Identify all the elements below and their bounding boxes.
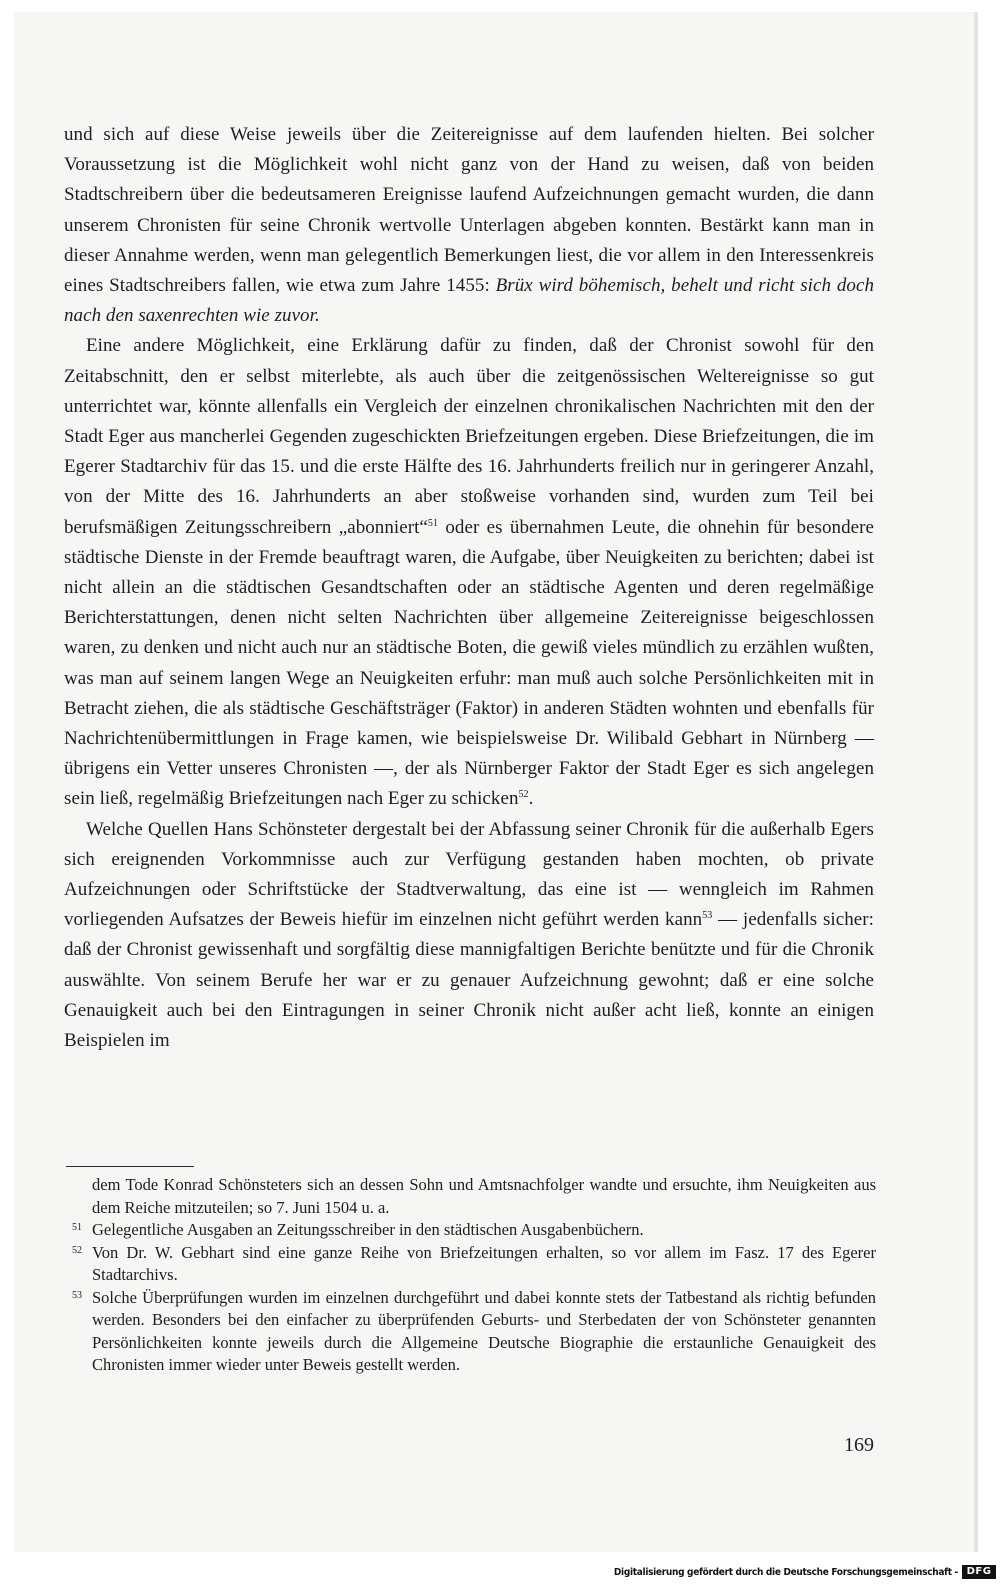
footnote-number: 52 xyxy=(72,1244,82,1256)
footnote-number: 53 xyxy=(72,1289,82,1301)
footnote-text: Solche Überprüfungen wurden im einzelnen durchgeführt und dabei konnte stets der Tatbestand als richtig befunden werden. Besonders bei den einfacher zu überprüfenden Geburts- und Sterbedaten der von Schönsteter genannten Persönlichkeiten konnte jeweils durch die Allgemeine Deutsche Biographie die erstaunliche Genauigkeit des Chronisten immer wieder unter Beweis gestellt werden. xyxy=(92,1287,876,1374)
body-paragraph xyxy=(64,331,874,814)
paragraph-text: Welche Quellen Hans Schönsteter dergestalt bei der Abfassung seiner Chronik für die außerhalb Egers sich ereignenden Vorkommnisse auch zur Verfügung gestanden haben mochten, ob private Aufzeichnungen oder Schriftstücke der Stadtverwaltung, das eine ist — wenngleich im Rahmen vorliegenden Aufsatzes der Beweis hiefür im einzelnen nicht geführt werden kann xyxy=(64,818,874,931)
digitization-credit: Digitalisierung gefördert durch die Deutsche Forschungsgemeinschaft - xyxy=(613,1567,958,1578)
body-paragraph xyxy=(64,815,874,1057)
footnote-reference: 53 xyxy=(702,910,713,922)
footnote xyxy=(72,1219,876,1242)
footnote-reference: 51 xyxy=(427,517,439,529)
footnote-text: Gelegentliche Ausgaben an Zeitungsschreiber in den städtischen Ausgabenbüchern. xyxy=(92,1220,644,1239)
footnote-divider xyxy=(66,1166,194,1167)
footnote-reference: 52 xyxy=(518,789,529,801)
paragraph-text: und sich auf diese Weise jeweils über die Zeitereignisse auf dem laufenden hielten. Bei solcher Voraussetzung ist die Möglichkeit wohl nicht ganz von der Hand zu weisen, daß von beiden Stadtschreibern über die bedeutsameren Ereignisse laufend Aufzeichnungen gemacht wurden, die dann unserem Chronisten für seine Chronik wertvolle Unterlagen abgeben konnten. Bestärkt kann man in dieser Annahme werden, wenn man gelegentlich Bemerkungen liest, die vor allem in den Interessenkreis eines Stadtschreibers fallen, wie etwa zum Jahre 1455: xyxy=(64,124,874,297)
footnote xyxy=(72,1287,876,1377)
body-text xyxy=(64,120,874,1056)
footnote-number: 51 xyxy=(72,1222,82,1233)
footnote xyxy=(72,1242,876,1287)
footnote-text: Von Dr. W. Gebhart sind eine ganze Reihe von Briefzeitungen erhalten, so vor allem im Fasz. 17 des Egerer Stadtarchivs. xyxy=(92,1242,876,1284)
paragraph-text: oder es übernahmen Leute, die ohnehin für besondere städtische Dienste in der Fremde beauftragt waren, die Aufgabe, über Neuigkeiten zu berichten; dabei ist nicht allein an die städtischen Gesandtschaften oder an städtische Agenten und deren regelmäßige Berichterstattungen, denen nicht selten Nachrichten über allgemeine Zeitereignisse beigeschlossen waren, zu denken und nicht auch nur an städtische Boten, die gewiß vieles mündlich zu erzählen wußten, was man auf seinem langen Wege an Neuigkeiten erfuhr: man muß auch solche Persönlichkeiten mit in Betracht ziehen, die als städtische Geschäftsträger (Faktor) in anderen Städten wohnten und ebenfalls für Nachrichtenübermittlungen in Frage kamen, wie beispielsweise Dr. Wilibald Gebhart in Nürnberg — übrigens ein Vetter unseres Chronisten —, der als Nürnberger Faktor der Stadt Eger es sich angelegen sein ließ, regelmäßig Briefzeitungen nach Eger zu schicken xyxy=(64,516,874,810)
paragraph-text: — jedenfalls sicher: daß der Chronist gewissenhaft und sorgfältig diese mannigfaltigen Berichte benützte und für die Chronik auswählte. Von seinem Berufe her war er zu genauer Aufzeichnung gewohnt; daß er eine solche Genauigkeit auch bei den Eintragungen in seiner Chronik nicht außer acht ließ, konnte an einigen Beispielen im xyxy=(64,909,874,1052)
body-paragraph xyxy=(64,120,874,331)
footnote xyxy=(72,1174,876,1219)
quoted-text: Brüx wird böhemisch, behelt und richt sich doch nach den saxenrechten wie zuvor. xyxy=(64,275,875,327)
paragraph-text: Eine andere Möglichkeit, eine Erklärung dafür zu finden, daß der Chronist sowohl für den Zeitabschnitt, den er selbst miterlebte, als auch über die zeitgenössischen Weltereignisse so gut unterrichtet war, könnte allenfalls ein Vergleich der einzelnen chronikalischen Nachrichten mit den der Stadt Eger aus mancherlei Gegenden zugeschickten Briefzeitungen ergeben. Diese Briefzeitungen, die im Egerer Stadtarchiv für das 15. und die erste Hälfte des 16. Jahrhunderts freilich nur in geringerer Anzahl, von der Mitte des 16. Jahrhunderts an aber stoßweise vorhanden sind, wurden zum Teil bei berufsmäßigen Zeitungsschreibern „abonniert“ xyxy=(64,335,874,538)
page-number: 169 xyxy=(844,1434,874,1456)
footnotes xyxy=(72,1174,876,1377)
paragraph-text: . xyxy=(528,788,534,810)
footnote-text: dem Tode Konrad Schönsteters sich an dessen Sohn und Amtsnachfolger wandte und ersuchte, ihm Neuigkeiten aus dem Reiche mitzuteilen; so 7. Juni 1504 u. a. xyxy=(92,1175,876,1217)
dfg-logo: DFG xyxy=(962,1565,996,1579)
